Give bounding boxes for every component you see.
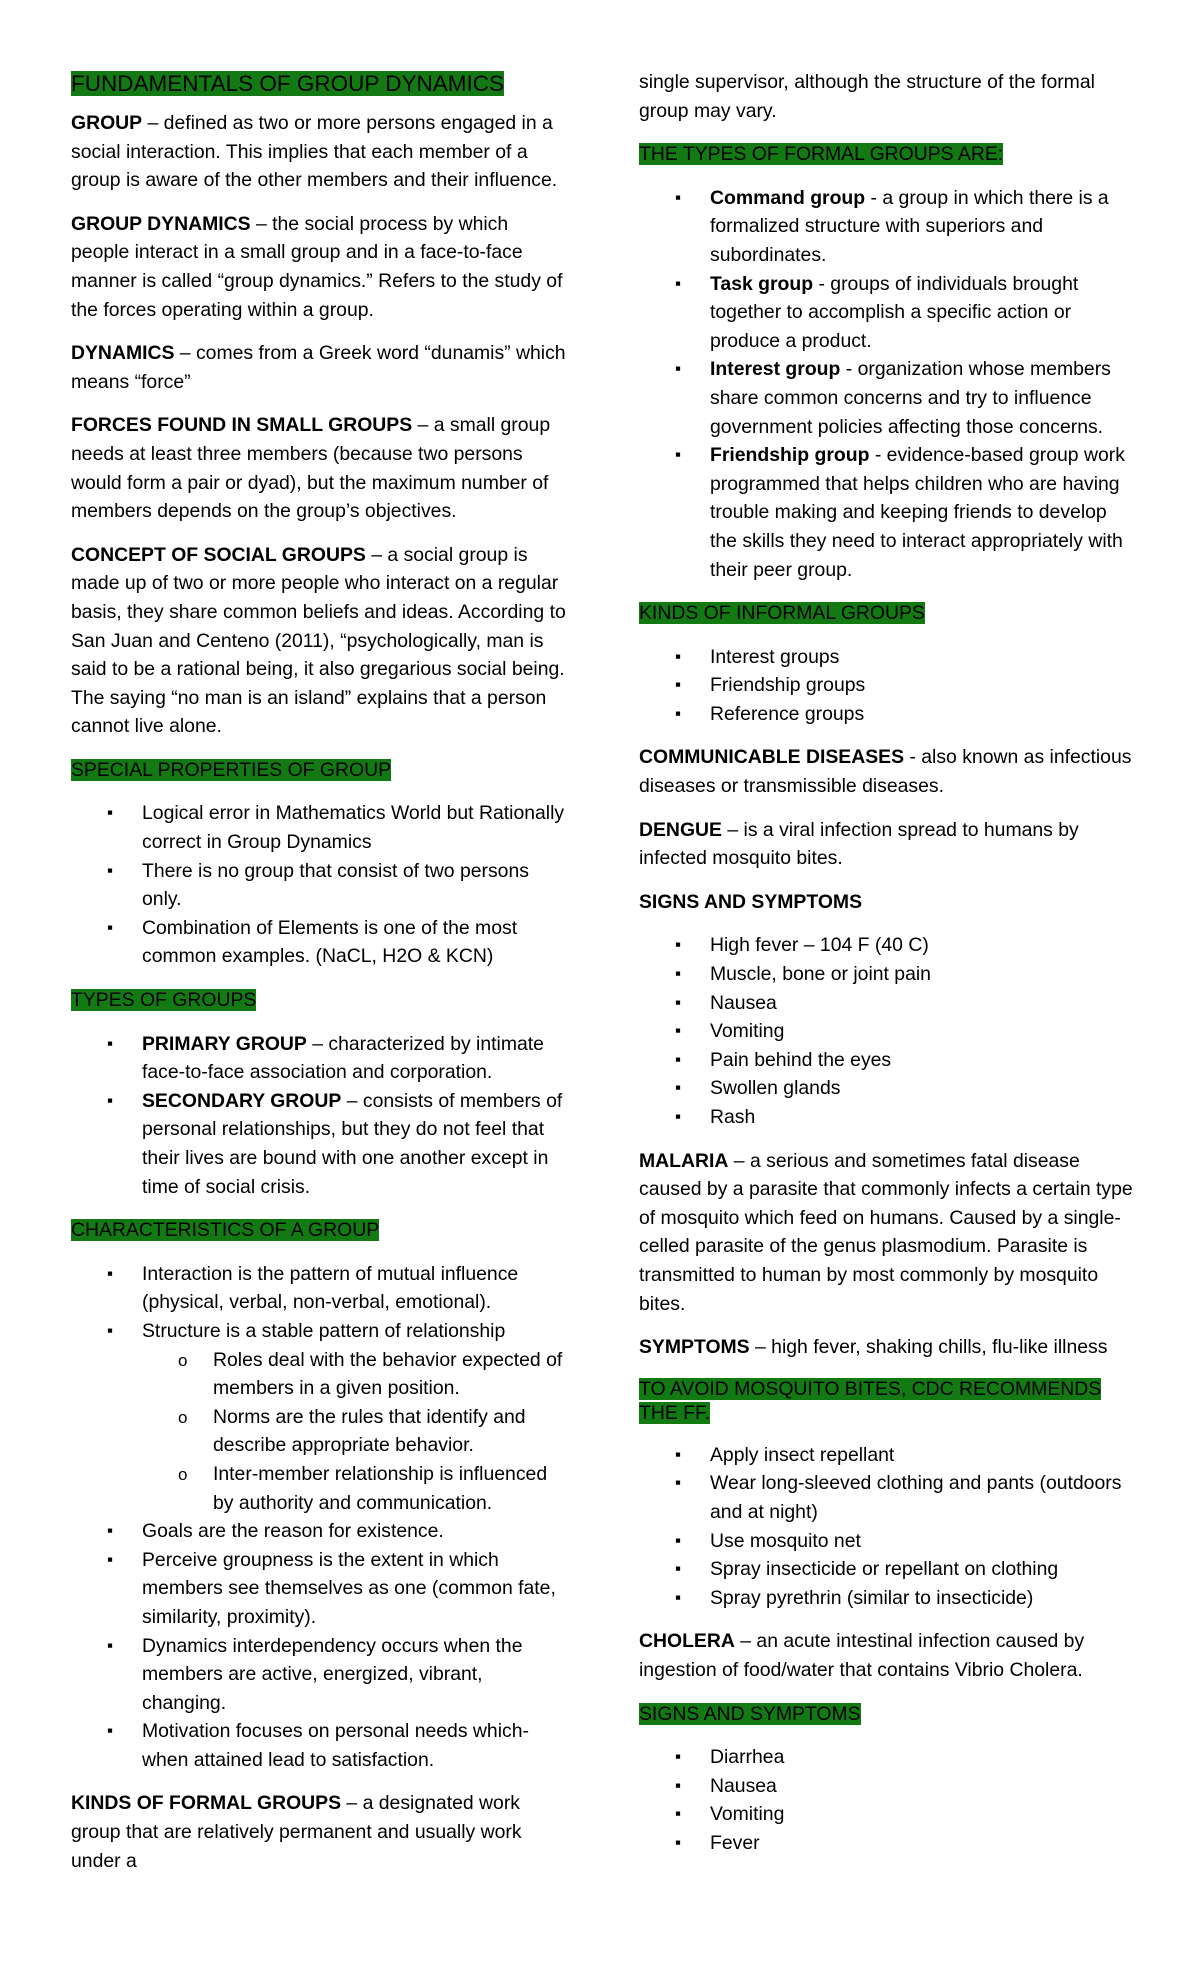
sublist-item: o Inter-member relationship is influenced by authority and communication. [71,1460,571,1517]
sublist-structure [142,1346,571,1518]
definition-group-dynamics: – the social process by which people interact in a small group and in a face-to-face manner is called “group dynamics.” Refers to the study of the forces operating within a group. [71,212,563,321]
paragraph-group-dynamics [71,210,571,324]
list-informal-groups [639,643,1139,729]
paragraph-dynamics [71,339,571,396]
list-item: ▪ Muscle, bone or joint pain [639,960,1139,989]
term-friendship-group: Friendship group [710,444,870,467]
heading-highlight: KINDS OF INFORMAL GROUPS [639,602,925,625]
paragraph-malaria [639,1147,1139,1319]
list-item: ▪ Swollen glands [639,1074,1139,1103]
heading-cholera-signs [639,1700,1139,1729]
paragraph-formal-groups-continued: single supervisor, although the structure of the formal group may vary. [639,71,1095,122]
list-item: ▪ Nausea [639,989,1139,1018]
list-item: ▪ Combination of Elements is one of the most common examples. (NaCL, H2O & KCN) [71,914,571,971]
term-formal-groups: KINDS OF FORMAL GROUPS [71,1792,342,1815]
paragraph-dengue [639,816,1139,873]
heading-special-properties [71,756,571,785]
heading-highlight: THE TYPES OF FORMAL GROUPS ARE: [639,143,1004,166]
heading-highlight: TYPES OF GROUPS [71,989,257,1012]
definition-interest-group: - organization whose members share common concerns and try to influence government policies affecting those concerns. [710,358,1111,438]
list-item: ▪ Motivation focuses on personal needs which-when attained lead to satisfaction. [71,1717,571,1774]
definition-communicable: - also known as infectious diseases or transmissible diseases. [639,746,1132,798]
list-cdc-recommendations [639,1441,1139,1613]
heading-types-of-groups [71,986,571,1015]
definition-cholera: – an acute intestinal infection caused by ingestion of food/water that contains Vibrio Cholera. [639,1630,1085,1681]
heading-highlight: TO AVOID MOSQUITO BITES, CDC RECOMMENDS THE FF. [639,1377,1102,1425]
definition-group: – defined as two or more persons engaged in a social interaction. This implies that each member of a group is aware of the other members and their influence. [71,112,558,192]
heading-dengue-signs-text: SIGNS AND SYMPTOMS [639,890,863,913]
list-item [71,1087,571,1201]
list-dengue-signs [639,931,1139,1131]
definition-symptoms: – high fever, shaking chills, flu-like illness [749,1336,1108,1359]
title-highlight: FUNDAMENTALS OF GROUP DYNAMICS [71,71,504,96]
list-item: ▪ Interaction is the pattern of mutual influence (physical, verbal, non-verbal, emotional). [71,1260,571,1317]
heading-highlight: SIGNS AND SYMPTOMS [639,1702,861,1725]
definition-concept: – a social group is made up of two or more people who interact on a regular basis, they share common beliefs and ideas. According to San Juan and Centeno (2011), “psychologically, man is said to be a rational being, it also gregarious social being. The saying “no man is an island” explains that a person cannot live alone. [71,543,566,738]
definition-task-group: - groups of individuals brought together to accomplish a specific action or produce a product. [710,272,1079,352]
list-item: ▪ Pain behind the eyes [639,1046,1139,1075]
list-item: ▪ Goals are the reason for existence. [71,1517,571,1546]
list-item [639,441,1139,584]
paragraph-group [71,109,571,195]
list-item: ▪ Diarrhea [639,1743,1139,1772]
list-item: ▪ Friendship groups [639,671,1139,700]
definition-secondary-group: – consists of members of personal relationships, but they do not feel that their lives are bound with one another except in time of social crisis. [142,1089,563,1198]
definition-command-group: - a group in which there is a formalized structure with superiors and subordinates. [710,186,1109,266]
list-item: ▪ Dynamics interdependency occurs when the members are active, energized, vibrant, changing. [71,1632,571,1718]
list-item: ▪ Spray pyrethrin (similar to insecticide) [639,1584,1139,1613]
term-group-dynamics: GROUP DYNAMICS [71,212,251,235]
list-item: ▪ Vomiting [639,1800,1139,1829]
term-communicable: COMMUNICABLE DISEASES [639,746,905,769]
list-item [71,1030,571,1087]
list-item: ▪ Use mosquito net [639,1527,1139,1556]
list-item: ▪ High fever – 104 F (40 C) [639,931,1139,960]
list-formal-types [639,184,1139,584]
definition-malaria: – a serious and sometimes fatal disease caused by a parasite that commonly infects a certain type of mosquito which feed on humans. Caused by a single-celled parasite of the genus plasmodium. Parasite is transmitted to human by most commonly by mosquito bites. [639,1149,1133,1315]
heading-characteristics [71,1216,571,1245]
term-cholera: CHOLERA [639,1630,735,1653]
list-item-text: Structure is a stable pattern of relationship [142,1319,506,1342]
definition-forces: – a small group needs at least three members (because two persons would form a pair or dyad), but the maximum number of members depends on the group’s objectives. [71,414,551,523]
list-item: ▪ Wear long-sleeved clothing and pants (outdoors and at night) [639,1469,1139,1526]
list-item: ▪ Spray insecticide or repellant on clothing [639,1555,1139,1584]
list-item [71,1317,571,1517]
definition-primary-group: – characterized by intimate face-to-face association and corporation. [142,1032,544,1084]
heading-highlight: CHARACTERISTICS OF A GROUP [71,1219,380,1242]
term-secondary-group: SECONDARY GROUP [142,1089,342,1112]
list-item: ▪ Apply insect repellant [639,1441,1139,1470]
term-primary-group: PRIMARY GROUP [142,1032,307,1055]
list-item: ▪ Rash [639,1103,1139,1132]
heading-informal-groups [639,599,1139,628]
term-interest-group: Interest group [710,358,841,381]
paragraph-cholera [639,1627,1139,1684]
term-dengue: DENGUE [639,818,722,841]
sublist-item: o Roles deal with the behavior expected of members in a given position. [71,1346,571,1403]
heading-formal-types [639,140,1139,169]
left-column [71,68,571,1890]
list-characteristics [71,1260,571,1775]
list-item [639,184,1139,270]
list-special-properties [71,799,571,971]
list-item: ▪ Perceive groupness is the extent in which members see themselves as one (common fate, similarity, proximity). [71,1546,571,1632]
term-malaria: MALARIA [639,1149,729,1172]
list-item [639,355,1139,441]
list-item: ▪ Logical error in Mathematics World but Rationally correct in Group Dynamics [71,799,571,856]
paragraph-communicable [639,743,1139,800]
right-column [639,68,1139,1872]
term-group: GROUP [71,112,143,134]
term-task-group: Task group [710,272,814,295]
paragraph-forces [71,411,571,525]
list-item [639,270,1139,356]
term-concept: CONCEPT OF SOCIAL GROUPS [71,543,366,566]
term-symptoms: SYMPTOMS [639,1336,750,1359]
heading-highlight: SPECIAL PROPERTIES OF GROUP [71,758,392,781]
term-forces: FORCES FOUND IN SMALL GROUPS [71,414,413,437]
heading-cdc [639,1377,1139,1426]
list-item: ▪ Reference groups [639,700,1139,729]
list-item: ▪ Fever [639,1829,1139,1858]
definition-formal-groups: – a designated work group that are relatively permanent and usually work under a [71,1792,522,1872]
list-types-of-groups [71,1030,571,1202]
definition-dengue: – is a viral infection spread to humans by infected mosquito bites. [639,818,1079,870]
paragraph-formal-groups [71,1789,571,1875]
list-item: ▪ There is no group that consist of two persons only. [71,857,571,914]
document-title [71,68,571,100]
list-item: ▪ Vomiting [639,1017,1139,1046]
definition-dynamics: – comes from a Greek word “dunamis” which means “force” [71,342,566,393]
list-cholera-signs [639,1743,1139,1857]
term-dynamics: DYNAMICS [71,342,175,365]
term-command-group: Command group [710,186,866,209]
sublist-item: o Norms are the rules that identify and describe appropriate behavior. [71,1403,571,1460]
paragraph-symptoms [639,1333,1139,1362]
list-item: ▪ Nausea [639,1772,1139,1801]
definition-friendship-group: - evidence-based group work programmed that helps children who are having trouble making and keeping friends to develop the skills they need to interact appropriately with their peer group. [710,444,1125,581]
list-item: ▪ Interest groups [639,643,1139,672]
heading-dengue-signs [639,888,1139,917]
paragraph-concept [71,541,571,741]
